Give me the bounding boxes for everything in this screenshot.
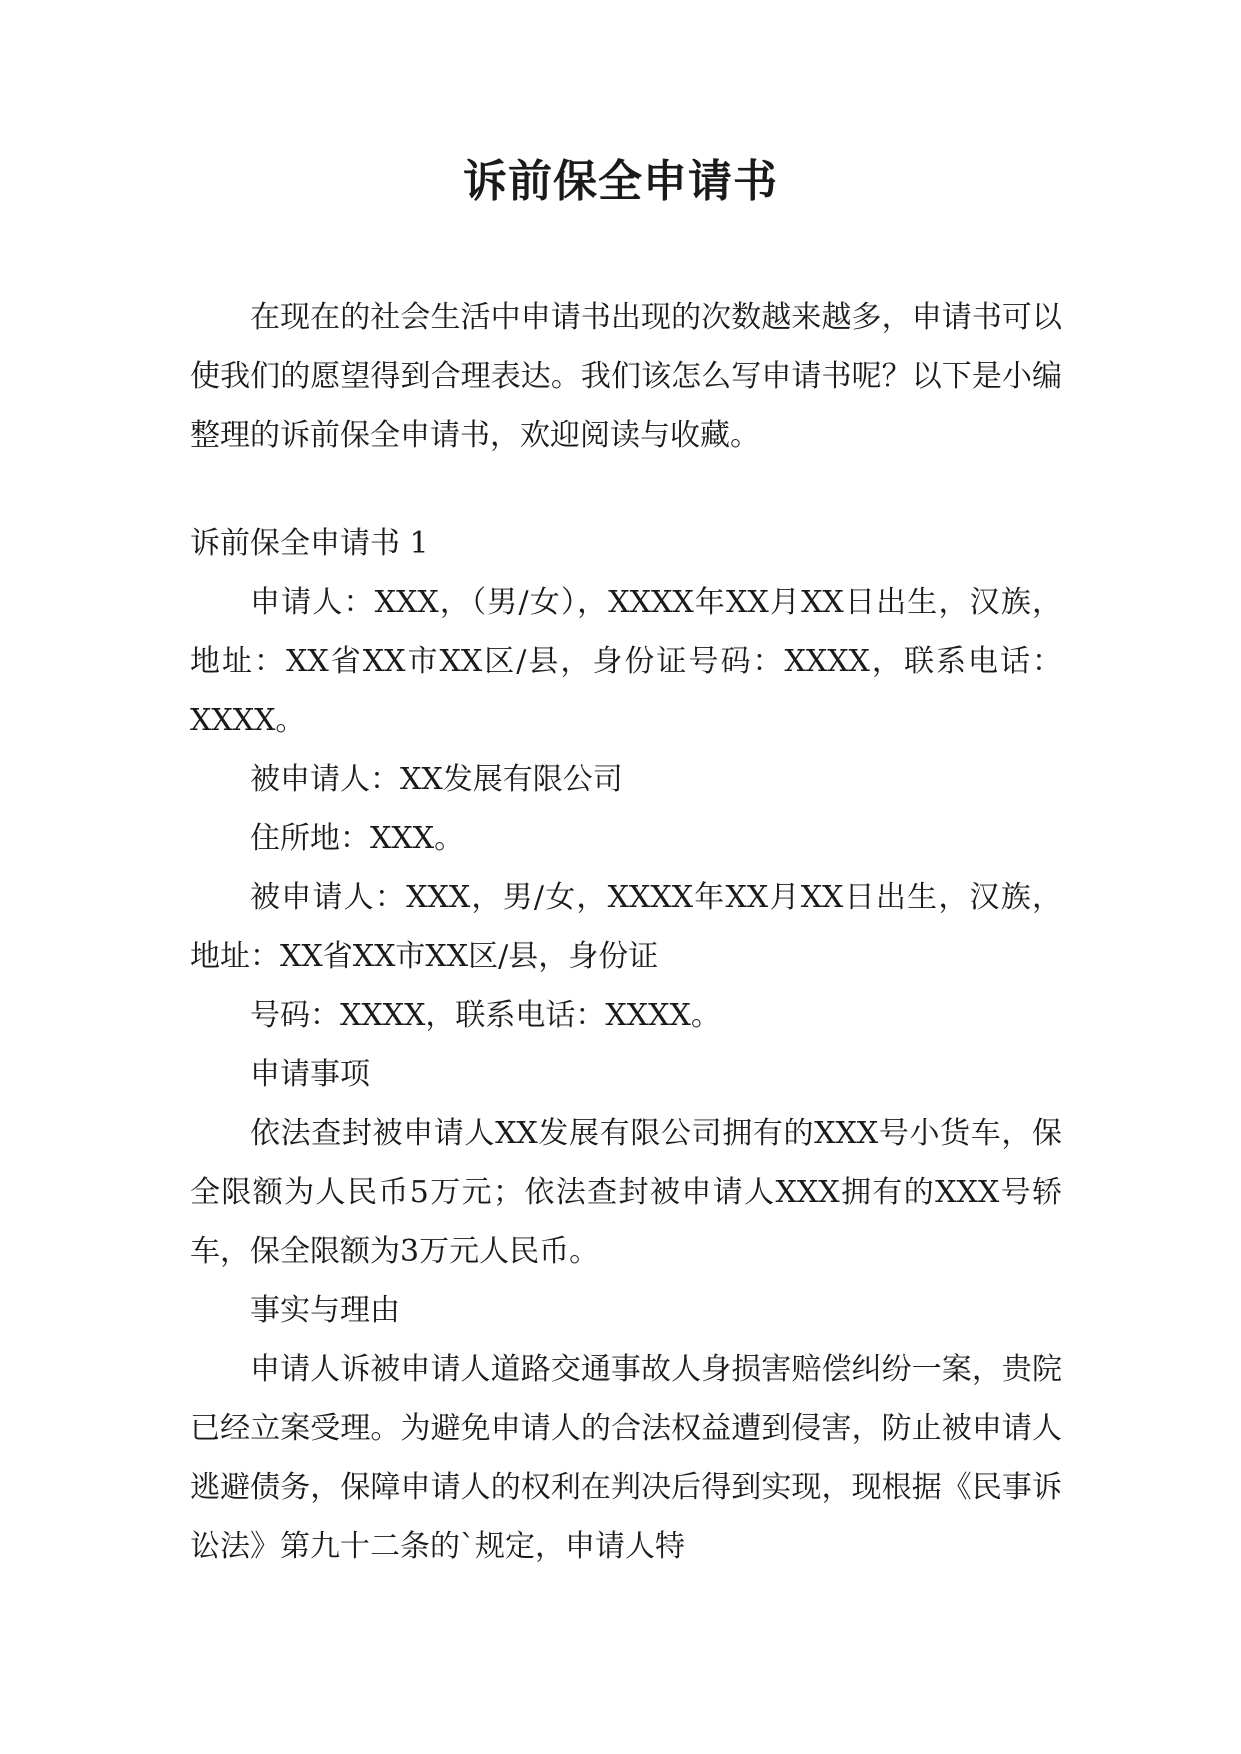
section-heading: 诉前保全申请书 1	[190, 526, 429, 561]
request-heading: 申请事项	[250, 1057, 370, 1092]
intro-paragraph: 在现在的社会生活中申请书出现的次数越来越多，申请书可以使我们的愿望得到合理表达。我们该怎么写申请书呢？以下是小编整理的诉前保全申请书，欢迎阅读与收藏。	[190, 300, 1062, 453]
applicant-paragraph: 申请人：XXX，（男/女），XXXX年XX月XX日出生，汉族，地址：XX省XX市XX区/县，身份证号码：XXXX，联系电话：XXXX。	[190, 585, 1062, 738]
respondent-contact-paragraph: 号码：XXXX，联系电话：XXXX。	[250, 998, 721, 1033]
respondent-address-paragraph: 住所地：XXX。	[250, 821, 465, 856]
facts-heading: 事实与理由	[250, 1293, 400, 1328]
facts-paragraph: 申请人诉被申请人道路交通事故人身损害赔偿纠纷一案，贵院已经立案受理。为避免申请人的合法权益遭到侵害，防止被申请人逃避债务，保障申请人的权利在判决后得到实现，现根据《民事诉讼法》第九十二条的`规定，申请人特	[190, 1352, 1062, 1564]
paragraph-gap	[190, 465, 1062, 514]
respondent-company-paragraph: 被申请人：XX发展有限公司	[250, 762, 623, 797]
request-paragraph: 依法查封被申请人XX发展有限公司拥有的XXX号小货车，保全限额为人民币5万元；依法查封被申请人XXX拥有的XXX号轿车，保全限额为3万元人民币。	[190, 1116, 1062, 1269]
respondent-person-paragraph: 被申请人：XXX，男/女，XXXX年XX月XX日出生，汉族，地址：XX省XX市XX区/县，身份证	[190, 880, 1062, 974]
document-title: 诉前保全申请书	[463, 156, 778, 207]
document-body	[190, 288, 1062, 1576]
